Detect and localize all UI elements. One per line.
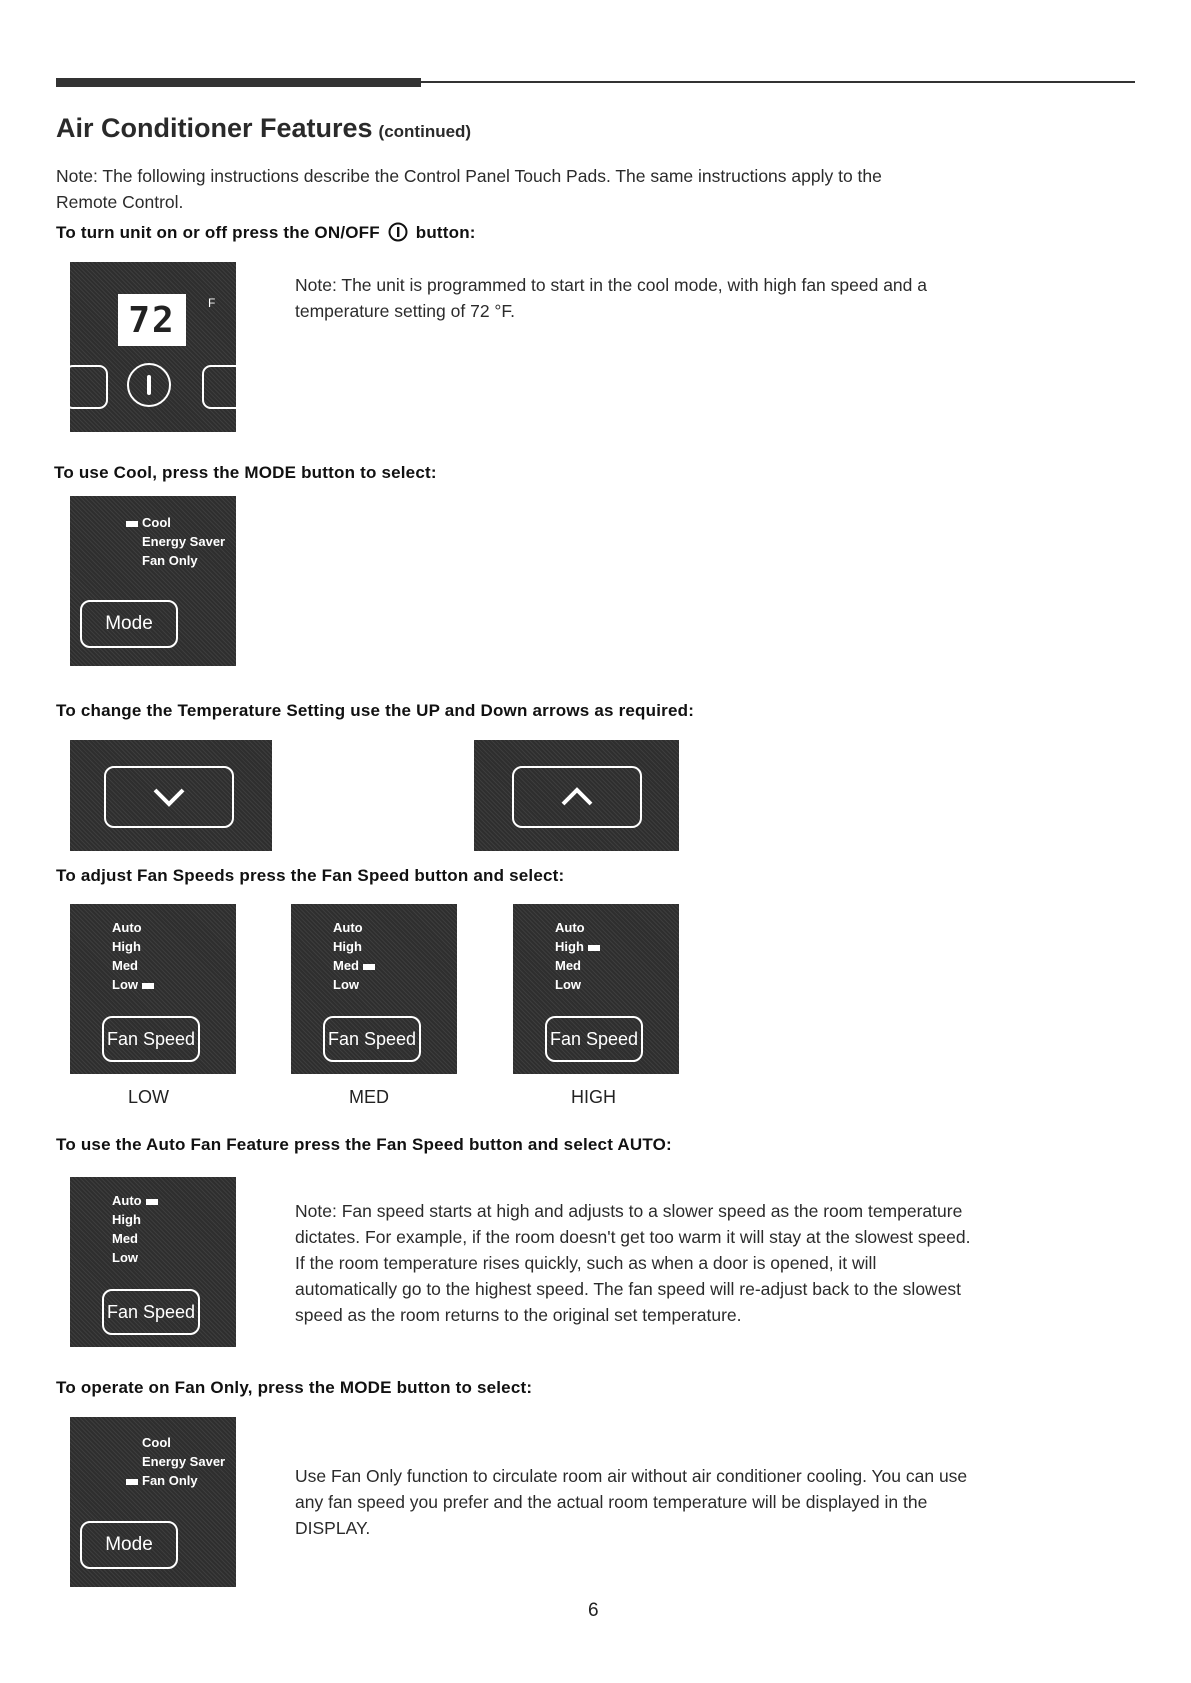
fan-only-heading: To operate on Fan Only, press the MODE button to select: [56,1378,533,1397]
auto-fan-note-line-5: speed as the room returns to the original set temperature. [295,1305,742,1325]
mode-option-label: Cool [142,1435,171,1450]
fan-speed-button: Fan Speed [545,1016,643,1062]
page-title-text: Air Conditioner Features [56,113,373,143]
fan-speed-option-label: Low [112,977,138,992]
down-arrow-panel-image [70,740,272,851]
fan-speed-option-label: Low [555,977,581,992]
fan-speed-option-high [555,937,604,956]
fan-speed-option-auto [333,918,379,937]
fan-speed-list [112,1191,162,1267]
mode-option-label: Fan Only [142,553,198,568]
mode-option-label: Energy Saver [142,1454,226,1469]
fan-speed-option-high [112,937,158,956]
power-note-line-1: Note: The unit is programmed to start in the cool mode, with high fan speed and a [295,275,927,295]
page-number: 6 [588,1600,599,1621]
mode-option-energy-saver [142,1452,225,1471]
fan-only-note-line-3: DISPLAY. [295,1518,371,1538]
mode-option-label: Cool [142,515,171,530]
up-button [512,766,642,828]
fan-speed-option-low [112,1248,162,1267]
mode-option-fan-only [142,551,225,570]
header-rule-thick [56,78,421,87]
up-arrow-panel-image [474,740,679,851]
fan-speed-heading: To adjust Fan Speeds press the Fan Speed button and select: [56,866,565,885]
fan-speed-option-label: Med [112,1231,138,1246]
fan-speed-list [333,918,379,994]
cool-mode-panel-image [70,496,236,666]
fan-speed-option-label: Auto [555,920,585,935]
temperature-unit: F [208,296,216,310]
fan-speed-option-label: High [112,939,141,954]
mode-option-cool [142,1433,225,1452]
fan-speed-option-auto [112,918,158,937]
intro-line-1: Note: The following instructions describe the Control Panel Touch Pads. The same instructions apply to the [56,166,882,186]
power-heading [56,222,476,243]
cool-mode-list [122,513,225,570]
power-panel-image [70,262,236,432]
fan-speed-panel-image [291,904,457,1074]
fan-speed-button: Fan Speed [323,1016,421,1062]
fan-speed-option-low [555,975,604,994]
fan-speed-panel-image [70,904,236,1074]
auto-fan-note-line-2: dictates. For example, if the room doesn't get too warm it will stay at the slowest speed. [295,1227,971,1247]
fan-speed-option-label: Med [112,958,138,973]
power-heading-text: To turn unit on or off press the ON/OFF [56,223,380,242]
fan-speed-panel-image [70,1177,236,1347]
mode-button: Mode [80,600,178,648]
mode-button: Mode [80,1521,178,1569]
fan-only-note-line-1: Use Fan Only function to circulate room air without air conditioner cooling. You can use [295,1466,968,1486]
fan-speed-caption-high: HIGH [571,1087,616,1107]
cool-heading: To use Cool, press the MODE button to select: [54,463,437,482]
fan-speed-option-label: Med [555,958,581,973]
power-note-line-2: temperature setting of 72 °F. [295,301,516,321]
fan-speed-option-label: Med [333,958,359,973]
fan-speed-option-label: Auto [112,920,142,935]
intro-line-2: Remote Control. [56,192,184,212]
mode-option-fan-only [122,1471,225,1490]
selected-indicator [588,945,600,951]
page-title-suffix: (continued) [378,122,472,141]
fan-speed-option-med [555,956,604,975]
fan-speed-option-label: High [112,1212,141,1227]
left-button-edge [64,365,108,409]
mode-option-label: Energy Saver [142,534,226,549]
power-heading-text-after: button: [415,223,476,242]
fan-speed-option-label: High [333,939,362,954]
selected-indicator [142,983,154,989]
auto-fan-note-line-3: If the room temperature rises quickly, such as when a door is opened, it will [295,1253,877,1273]
fan-speed-panel-image [513,904,679,1074]
auto-fan-note-line-1: Note: Fan speed starts at high and adjusts to a slower speed as the room temperature [295,1201,963,1221]
fan-speed-option-med [112,956,158,975]
fan-speed-button: Fan Speed [102,1016,200,1062]
fan-speed-option-med [112,1229,162,1248]
fan-only-mode-panel-image [70,1417,236,1587]
mode-option-label: Fan Only [142,1473,198,1488]
fan-speed-button: Fan Speed [102,1289,200,1335]
fan-speed-option-low [112,975,158,994]
fan-speed-option-auto [555,918,604,937]
fan-only-mode-list [122,1433,225,1490]
down-button [104,766,234,828]
temperature-display-value: 72 [128,299,176,341]
right-button-edge [202,365,248,409]
power-symbol-icon [388,222,408,242]
auto-fan-heading: To use the Auto Fan Feature press the Fan Speed button and select AUTO: [56,1135,672,1154]
selected-indicator [126,521,138,527]
chevron-down-icon [152,787,186,807]
selected-indicator [363,964,375,970]
page-title [56,113,471,144]
fan-speed-caption-low: LOW [128,1087,170,1107]
power-button [127,363,171,407]
fan-speed-option-med [333,956,379,975]
auto-fan-note-line-4: automatically go to the highest speed. The fan speed will re-adjust back to the slowest [295,1279,962,1299]
selected-indicator [126,1479,138,1485]
temperature-display [118,294,186,346]
fan-speed-option-label: Auto [333,920,363,935]
selected-indicator [146,1199,158,1205]
fan-speed-option-high [333,937,379,956]
fan-speed-caption-med: MED [349,1087,389,1107]
fan-speed-list [555,918,604,994]
mode-option-cool [122,513,225,532]
fan-speed-option-auto [112,1191,162,1210]
fan-speed-option-label: Auto [112,1193,142,1208]
fan-speed-list [112,918,158,994]
mode-option-energy-saver [142,532,225,551]
fan-speed-option-low [333,975,379,994]
fan-speed-option-high [112,1210,162,1229]
chevron-up-icon [560,787,594,807]
temperature-heading: To change the Temperature Setting use the UP and Down arrows as required: [56,701,695,720]
fan-speed-option-label: Low [112,1250,138,1265]
fan-only-note-line-2: any fan speed you prefer and the actual room temperature will be displayed in the [295,1492,928,1512]
fan-speed-option-label: Low [333,977,359,992]
fan-speed-option-label: High [555,939,584,954]
header-rule-thin [420,81,1135,83]
power-icon [129,365,169,405]
